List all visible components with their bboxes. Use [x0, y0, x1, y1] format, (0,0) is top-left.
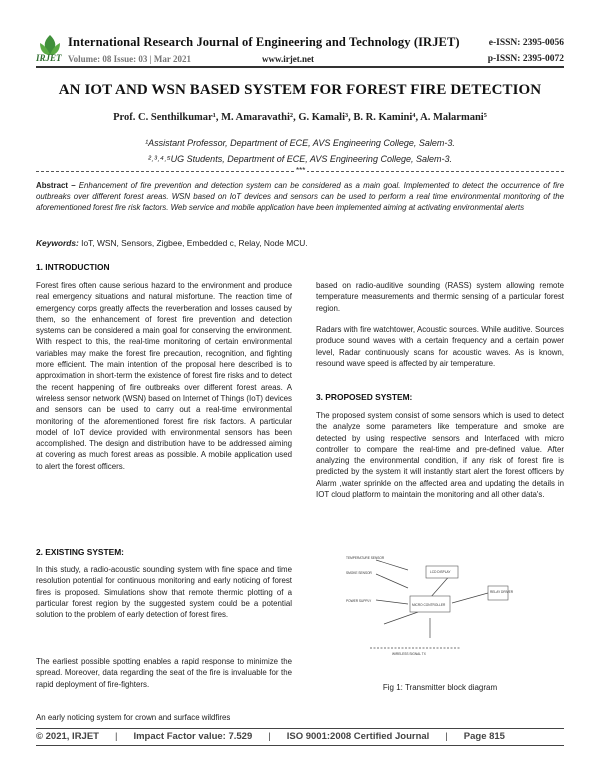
page-footer — [36, 731, 564, 742]
footer-divider: | — [268, 731, 271, 742]
radar-text — [316, 324, 564, 369]
power-supply-label: POWER SUPPLY — [346, 599, 372, 603]
copyright: © 2021, IRJET — [36, 731, 99, 742]
radar-paragraph: Radars with fire watchtower, Acoustic sources. While auditive. Sources produce sound waves with a certain frequency and a certain power level, Radar continuously scans for acoustic waves. As is known, resound wave speed is affected by air temperature. — [316, 325, 564, 368]
paper-title: AN IOT AND WSN BASED SYSTEM FOR FOREST FIRE DETECTION — [58, 82, 542, 98]
e-issn: e-ISSN: 2395-0056 — [488, 38, 564, 48]
footer-bottom-rule — [36, 745, 564, 746]
microcontroller-label: MICRO CONTROLLER — [412, 603, 446, 607]
introduction-paragraph: Forest fires often cause serious hazard to the environment and produce real emergency situations and natural misfortune. The reaction time of emergency corps greatly affects the reverberation and losses caused by them, so the enhancement of forest fire prevention and detection systems can be considered a main goal for conserving the environment. With respect to this, the real-time monitoring of certain environmental variables may make the forest fire precaution, recognition, and fighting more efficient. The main intention of the proposal here described is to approximation in short-term the existence of forest fire risks and to detect the recent happening of fire outbreaks over different forest areas. A wireless sensor network (WSN) based on Internet of Things (IoT) devices and sensors can be used to carry out a real-time environmental monitoring of the aforementioned forest fire risk factors. A particular model of IoT device provided with environmental sensors has been accomplished. The design and distribution have to be addressed aiming at covering as much forest areas as possible. A mobile application used to alert the forest officers. — [36, 281, 292, 471]
proposed-system-text — [316, 410, 564, 500]
page-number: Page 815 — [463, 731, 505, 742]
introduction-heading: 1. INTRODUCTION — [36, 262, 110, 272]
p-issn: p-ISSN: 2395-0072 — [487, 54, 564, 64]
abstract-text: Enhancement of fire prevention and detection system can be considered as a main goal. Implemented to detect the occurrence of fire outbreaks over different forest areas. WSN based on IoT devices and sensors can be used to perform a real time environmental monitoring of the aforementioned forest fire risk factors. Web service and mobile application have been implemented aiming at activating environmental alerts — [36, 181, 564, 213]
affiliation-2: ²˒³˒⁴˒⁵UG Students, Department of ECE, AVS Engineering College, Salem-3. — [148, 154, 452, 164]
affiliation-1: ¹Assistant Professor, Department of ECE, AVS Engineering College, Salem-3. — [145, 138, 455, 148]
smoke-sensor-label: SMOKE SENSOR — [346, 571, 372, 575]
separator-mark: *** — [296, 166, 306, 175]
journal-website[interactable]: www.irjet.net — [262, 54, 314, 64]
figure-caption: Fig 1: Transmitter block diagram — [382, 683, 498, 692]
volume-issue: Volume: 08 Issue: 03 | Mar 2021 — [68, 54, 191, 64]
proposed-system-heading: 3. PROPOSED SYSTEM: — [316, 392, 413, 402]
rass-paragraph: based on radio-auditive sounding (RASS) system allowing remote temperature measurements and thermic sensing of a particular forest region. — [316, 281, 564, 313]
keywords-text: IoT, WSN, Sensors, Zigbee, Embedded c, Relay, Node MCU. — [81, 238, 308, 248]
relay-label: RELAY DRIVER — [490, 590, 514, 594]
footer-divider: | — [445, 731, 448, 742]
iso-certification: ISO 9001:2008 Certified Journal — [286, 731, 430, 742]
footer-divider: | — [114, 731, 118, 742]
transmitter-block-diagram — [340, 548, 520, 663]
existing-system-text-2 — [36, 656, 292, 690]
existing-paragraph-3: An early noticing system for crown and surface wildfires — [36, 713, 231, 722]
introduction-text — [36, 280, 292, 472]
lcd-label: LCD DISPLAY — [430, 570, 451, 574]
header-rule — [36, 66, 564, 68]
journal-title: International Research Journal of Engineering and Technology (IRJET) — [68, 35, 460, 49]
keywords-label: Keywords: — [36, 238, 79, 248]
existing-paragraph-2: The earliest possible spotting enables a rapid response to minimize the spread. Moreover, data regarding the seat of the fire is invaluable for the rapid deployment of fire-fighters. — [36, 657, 292, 689]
footer-top-rule — [36, 728, 564, 729]
author-list: Prof. C. Senthilkumar¹, M. Amaravathi², G. Kamali³, B. R. Kamini⁴, A. Malarmani⁵ — [113, 112, 487, 123]
keywords — [36, 238, 564, 248]
existing-system-text-1 — [36, 564, 292, 620]
temp-sensor-label: TEMPERATURE SENSOR — [346, 556, 385, 560]
existing-paragraph-1: In this study, a radio-acoustic sounding system with fine space and time resolution potential for continuous monitoring and early noticing of forest fires is proposed. Simulations show that remote thermic plotting of a particular forest region by the suggested system could be a potential solution to the problem of early detection of forest fires. — [36, 565, 292, 620]
abstract — [36, 180, 564, 214]
rass-text — [316, 280, 564, 314]
logo-text: IRJET — [36, 53, 62, 63]
proposed-paragraph: The proposed system consist of some sensors which is used to detect the analyze some parameters like temperature and smoke are detected by using respective sensors and Interfaced with micro controller to compare the real-time and pre-defined value. After analyzing the environmental condition, if any risk of forest fire is predicted by the system it will instantly start alert the forest officers by Alarm ,water sprinkle on the affected area and updating the details in IOT cloud platform to maintain the monitoring and all other data's. — [316, 411, 564, 500]
existing-system-heading: 2. EXISTING SYSTEM: — [36, 547, 124, 557]
wireless-label: WIRELESS SIGNAL TX — [392, 652, 426, 656]
impact-factor: Impact Factor value: 7.529 — [133, 731, 253, 742]
existing-system-text-3 — [36, 712, 292, 723]
abstract-label: Abstract – — [36, 181, 76, 190]
